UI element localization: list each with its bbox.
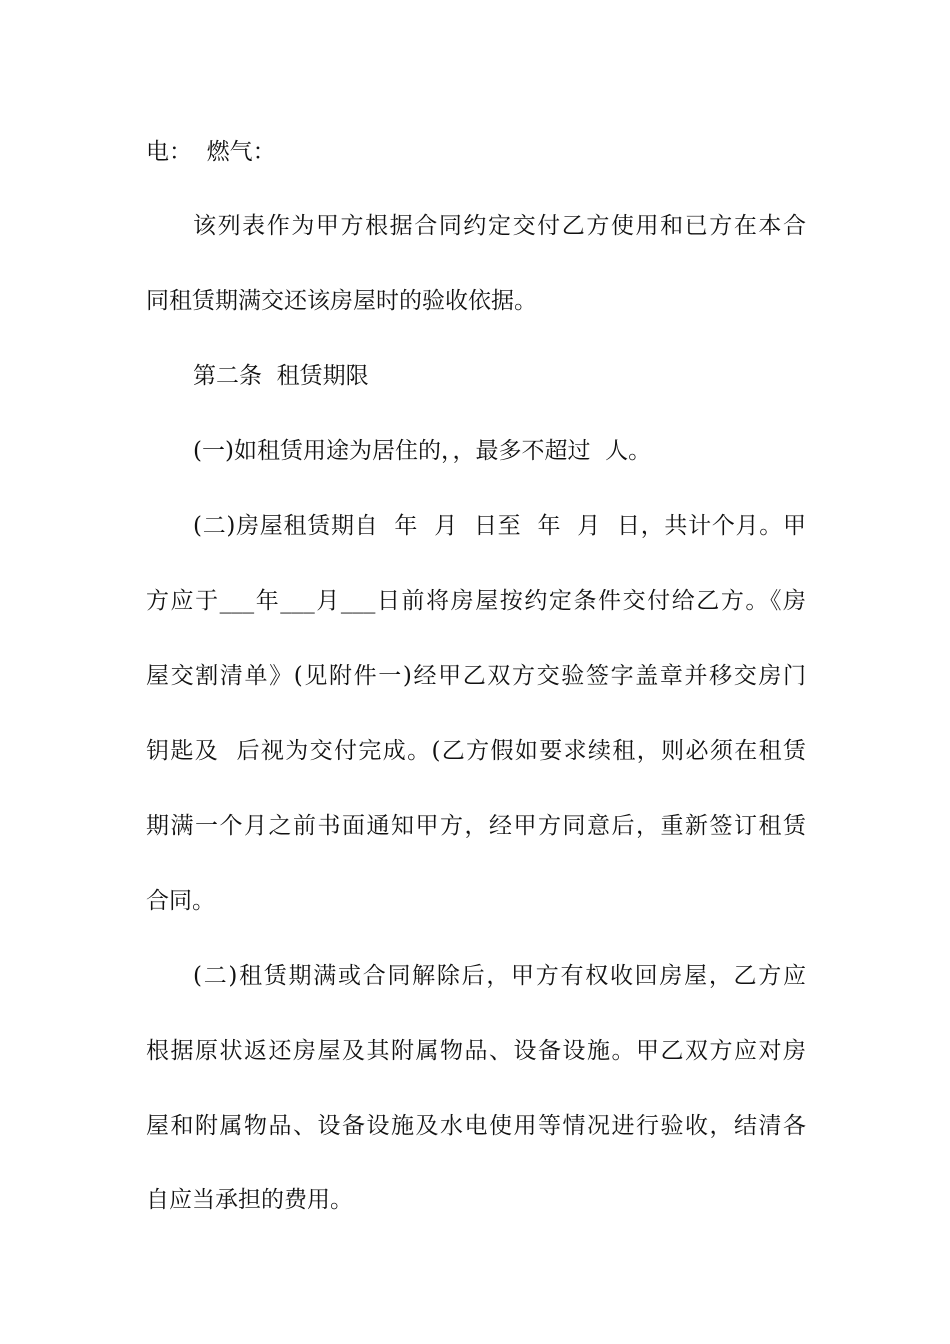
clause-line: 钥匙及 后视为交付完成。(乙方假如要求续租，则必须在租赁 (146, 738, 806, 764)
utilities-line: 电： 燃气： (146, 139, 276, 165)
clause-line: 屋和附属物品、设备设施及水电使用等情况进行验收，结清各 (146, 1113, 806, 1139)
clause-line: 期满一个月之前书面通知甲方，经甲方同意后，重新签订租赁 (146, 813, 806, 839)
clause-line: 合同。 (146, 888, 215, 914)
clause-line: 根据原状返还房屋及其附属物品、设备设施。甲乙双方应对房 (146, 1038, 806, 1064)
clause-line: (一)如租赁用途为居住的，，最多不超过 人。 (193, 438, 652, 464)
clause-line: 自应当承担的费用。 (146, 1187, 353, 1213)
clause-line: (二)租赁期满或合同解除后，甲方有权收回房屋，乙方应 (193, 963, 806, 989)
clause-line: 屋交割清单》(见附件一)经甲乙双方交验签字盖章并移交房门 (146, 663, 806, 689)
paragraph-line: 同租赁期满交还该房屋时的验收依据。 (146, 288, 537, 314)
clause-line: 方应于___年___月___日前将房屋按约定条件交付给乙方。《房 (146, 588, 806, 614)
paragraph-line: 该列表作为甲方根据合同约定交付乙方使用和已方在本合 (193, 213, 806, 239)
article-heading: 第二条 租赁期限 (193, 363, 369, 389)
clause-line: (二)房屋租赁期自 年 月 日至 年 月 日，共计个月。甲 (193, 513, 806, 539)
